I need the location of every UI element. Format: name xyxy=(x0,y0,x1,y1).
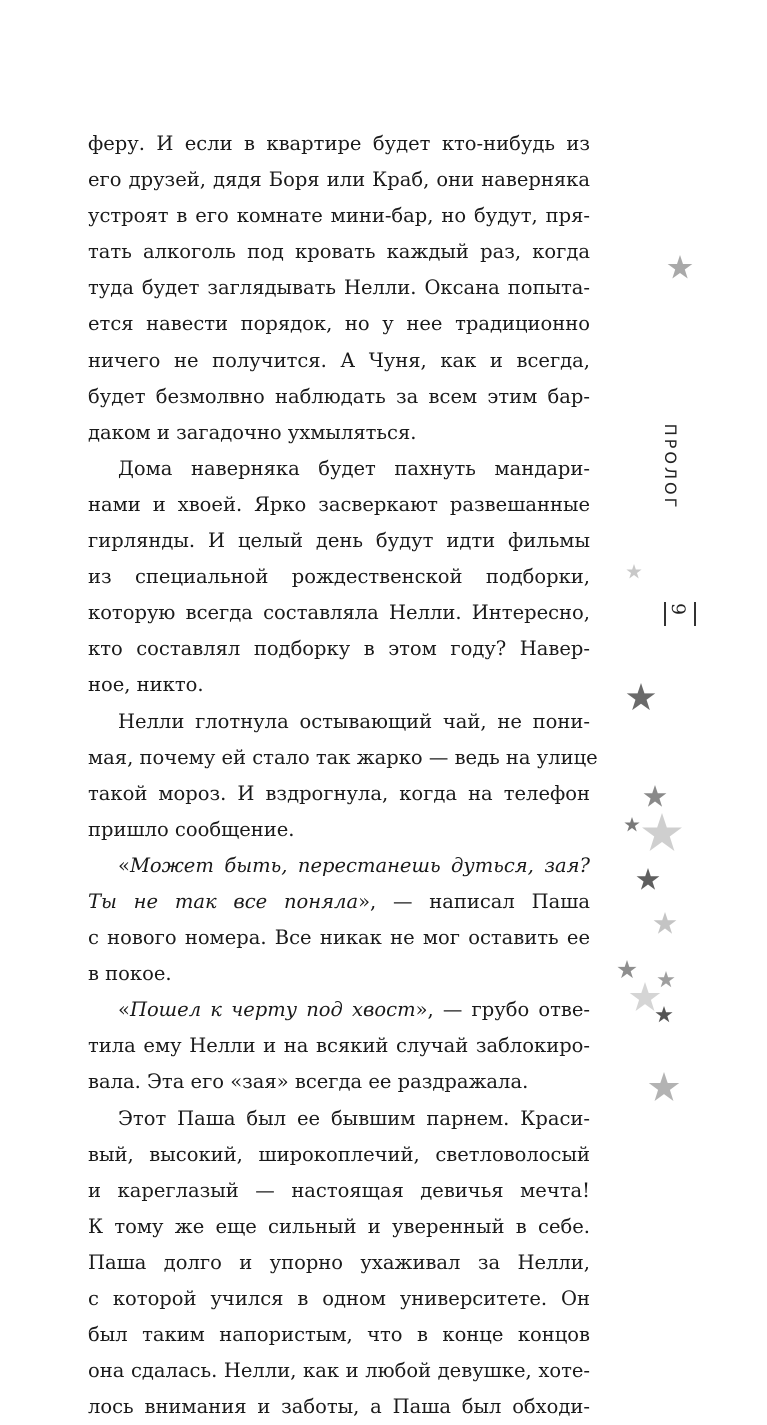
text-line xyxy=(88,1209,590,1245)
text-line xyxy=(88,126,590,162)
italic-text: Может быть, перестанешь дуться, зая? xyxy=(129,853,590,877)
text-run: устроят в его комнате мини-бар, но будут, пря- xyxy=(88,204,590,228)
text-run: с которой учился в одном университете. Он xyxy=(88,1287,590,1310)
text-run: с нового номера. Все никак не мог оставить ее xyxy=(88,926,590,950)
text-line xyxy=(88,1245,590,1281)
star-icon xyxy=(627,683,656,710)
text-run: Нелли глотнула остывающий чай, не пони- xyxy=(118,709,590,733)
text-run: Паша долго и упорно ухаживал за Нелли, xyxy=(88,1250,590,1274)
text-run: будет безмолвно наблюдать за всем этим бар- xyxy=(88,384,590,408)
star-icon xyxy=(657,971,674,987)
text-line xyxy=(88,776,590,812)
text-run: его друзей, дядя Боря или Краб, они наверняка xyxy=(88,168,590,192)
folio-bar-left xyxy=(664,602,666,626)
text-run: тила ему Нелли и на всякий случай заблокиро- xyxy=(88,1034,590,1058)
text-line xyxy=(88,884,590,920)
italic-text: Ты не так все поняла xyxy=(88,889,359,913)
text-run: мая, почему ей стало так жарко — ведь на улице xyxy=(88,745,598,769)
page-number-text: 9 xyxy=(667,602,690,616)
text-line xyxy=(88,198,590,234)
text-run: », — написал Паша xyxy=(358,889,590,913)
page-number xyxy=(660,592,700,636)
text-run: ное, никто. xyxy=(88,673,204,697)
running-head: ПРОЛОГ xyxy=(661,423,680,511)
text-run: вала. Эта его «зая» всегда ее раздражала. xyxy=(88,1070,529,1094)
text-run: « xyxy=(118,853,130,877)
text-run: даком и загадочно ухмыляться. xyxy=(88,420,417,444)
text-run: из специальной рождественской подборки, xyxy=(88,565,590,589)
text-line xyxy=(88,487,590,523)
text-line xyxy=(88,1317,590,1353)
page-text xyxy=(88,126,598,1425)
text-run: и кареглазый — настоящая девичья мечта! xyxy=(88,1178,590,1202)
text-line xyxy=(88,162,590,198)
text-line xyxy=(88,992,590,1028)
star-icon xyxy=(637,868,660,890)
star-icon xyxy=(649,1072,679,1101)
text-line xyxy=(88,740,598,776)
text-run: был таким напористым, что в конце концов xyxy=(88,1323,590,1347)
text-line xyxy=(88,1353,590,1389)
text-run: « xyxy=(118,998,130,1022)
text-run: туда будет заглядывать Нелли. Оксана попыта- xyxy=(88,276,590,300)
text-run: такой мороз. И вздрогнула, когда на телефон xyxy=(88,781,590,805)
star-icon xyxy=(626,564,641,578)
text-line xyxy=(88,415,590,451)
text-run: лось внимания и заботы, а Паша был обходи- xyxy=(88,1395,590,1419)
text-line xyxy=(88,1281,590,1317)
text-run: », — грубо отве- xyxy=(415,998,590,1022)
text-run: в покое. xyxy=(88,962,172,986)
text-run: Дома наверняка будет пахнуть мандари- xyxy=(118,456,590,480)
text-line xyxy=(88,234,590,270)
text-line xyxy=(88,379,590,415)
text-line xyxy=(88,1137,590,1173)
text-line xyxy=(88,559,590,595)
text-line xyxy=(88,848,590,884)
text-line xyxy=(88,343,590,379)
text-run: ется навести порядок, но у нее традиционно xyxy=(88,312,590,336)
star-icon xyxy=(668,255,693,279)
text-line xyxy=(88,595,590,631)
text-line xyxy=(88,812,590,848)
star-icon xyxy=(655,1006,672,1022)
text-run: нами и хвоей. Ярко засверкают развешанные xyxy=(88,492,590,516)
text-line xyxy=(88,306,590,342)
text-run: пришло сообщение. xyxy=(88,817,295,841)
folio-bar-right xyxy=(694,602,696,626)
text-line xyxy=(88,631,590,667)
text-run: феру. И если в квартире будет кто-нибудь из xyxy=(88,132,590,155)
star-icon xyxy=(642,813,682,851)
star-icon xyxy=(654,912,677,934)
text-run: которую всегда составляла Нелли. Интересно, xyxy=(88,601,590,625)
italic-text: Пошел к черту под хвост xyxy=(129,998,416,1022)
text-run: она сдалась. Нелли, как и любой девушке, хоте- xyxy=(88,1359,590,1383)
text-run: вый, высокий, широкоплечий, светловолосый xyxy=(88,1142,590,1166)
star-icon xyxy=(644,785,667,807)
text-line xyxy=(88,1173,590,1209)
text-line xyxy=(88,1389,590,1425)
text-line xyxy=(88,523,590,559)
text-run: кто составлял подборку в этом году? Навер- xyxy=(88,637,590,661)
text-line xyxy=(88,920,590,956)
text-line xyxy=(88,956,590,992)
text-line xyxy=(88,704,590,740)
star-icon xyxy=(624,817,639,831)
text-run: Этот Паша был ее бывшим парнем. Краси- xyxy=(118,1106,590,1130)
text-line xyxy=(88,1101,590,1137)
text-line xyxy=(88,667,590,703)
star-icon xyxy=(618,960,637,978)
text-run: гирлянды. И целый день будут идти фильмы xyxy=(88,529,590,553)
text-run: тать алкоголь под кровать каждый раз, когда xyxy=(88,240,590,264)
text-line xyxy=(88,1028,590,1064)
star-icon xyxy=(630,982,660,1011)
text-run: К тому же еще сильный и уверенный в себе. xyxy=(88,1214,590,1238)
text-line xyxy=(88,1064,590,1100)
text-run: ничего не получится. А Чуня, как и всегда, xyxy=(88,348,590,372)
text-line xyxy=(88,451,590,487)
text-line xyxy=(88,270,590,306)
